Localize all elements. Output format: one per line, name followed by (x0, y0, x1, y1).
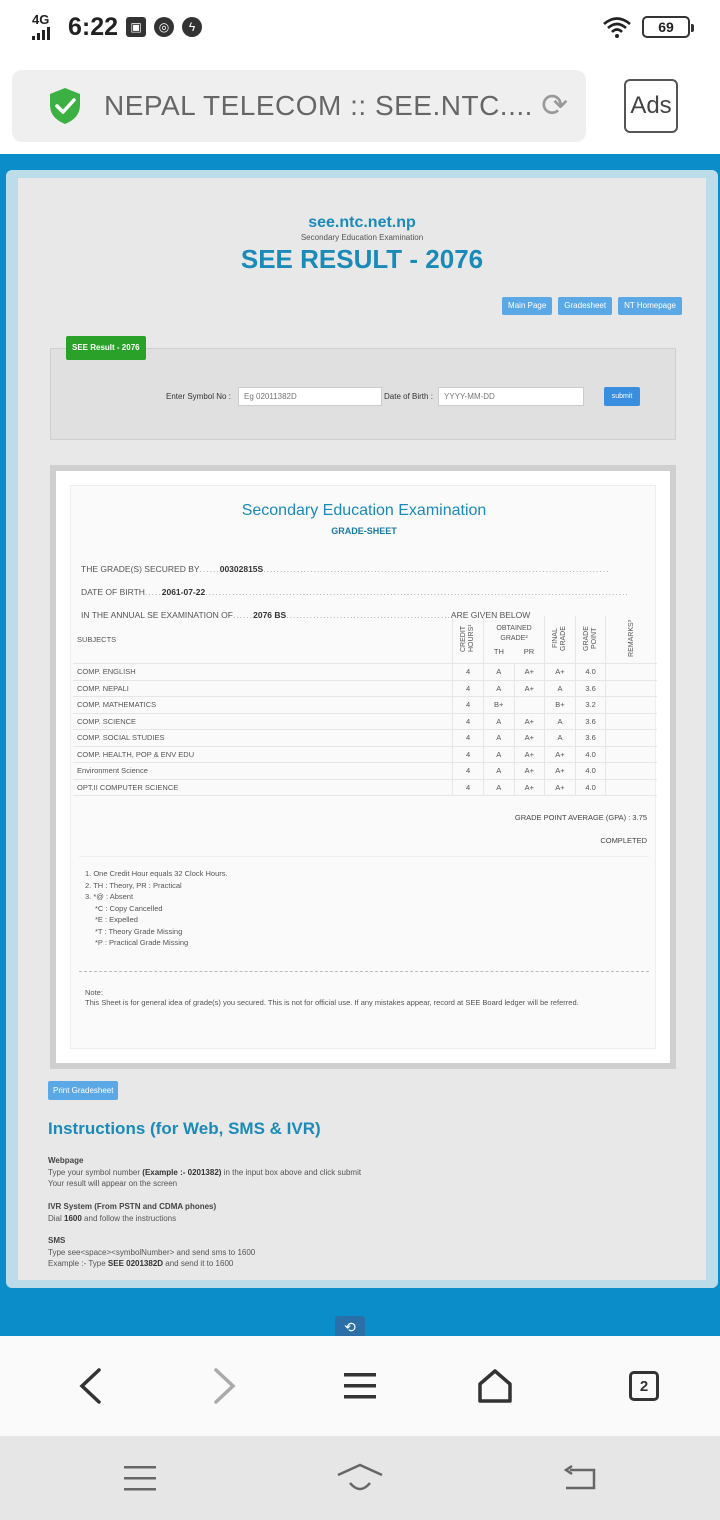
th-cell: A (483, 713, 514, 730)
final-cell: A (545, 730, 576, 747)
back-arrow-icon (77, 1366, 103, 1406)
dob-line-label: DATE OF BIRTH (81, 587, 145, 597)
webpage-heading: Webpage (48, 1156, 84, 1165)
final-grade-header: FINAL GRADE (551, 626, 567, 651)
text: and follow the instructions (84, 1214, 177, 1223)
instructions-title: Instructions (for Web, SMS & IVR) (48, 1119, 321, 1138)
sms-example-code: SEE 0201382D (107, 1259, 164, 1268)
ivr-heading: IVR System (From PSTN and CDMA phones) (48, 1202, 217, 1211)
forward-button[interactable] (185, 1336, 265, 1436)
gp-cell: 3.2 (575, 697, 606, 714)
exam-year: 2076 BS (253, 610, 287, 620)
recent-apps-button[interactable] (100, 1436, 180, 1520)
gp-cell: 3.6 (575, 730, 606, 747)
gp-cell: 4.0 (575, 746, 606, 763)
forward-arrow-icon (212, 1366, 238, 1406)
remarks-cell (606, 664, 657, 681)
credit-cell: 4 (453, 730, 484, 747)
main-page-button[interactable]: Main Page (502, 297, 552, 315)
browser-toolbar (0, 1336, 720, 1436)
credit-cell: 4 (453, 763, 484, 780)
gradesheet-subtitle: GRADE-SHEET (331, 526, 397, 536)
final-cell: B+ (545, 697, 576, 714)
credit-cell: 4 (453, 746, 484, 763)
home-icon (477, 1368, 513, 1404)
gradesheet-button[interactable]: Gradesheet (558, 297, 612, 315)
credit-cell: 4 (453, 664, 484, 681)
footnote: *P : Practical Grade Missing (95, 938, 189, 947)
pr-header: PR (523, 646, 535, 656)
reload-icon[interactable]: ⟳ (541, 87, 568, 123)
subject-cell: COMP. SCIENCE (73, 713, 453, 730)
grades-table-body (73, 664, 657, 796)
subject-cell: COMP. ENGLISH (73, 664, 453, 681)
gradesheet-title: Secondary Education Examination (241, 502, 487, 519)
subject-cell: COMP. SOCIAL STUDIES (73, 730, 453, 747)
network-type: 4G (32, 12, 50, 27)
back-button[interactable] (50, 1336, 130, 1436)
battery-icon (642, 16, 690, 38)
th-cell: A (483, 763, 514, 780)
web-page (0, 154, 720, 1336)
th-cell: A (483, 730, 514, 747)
text: Example :- Type (48, 1259, 106, 1268)
remarks-cell (606, 680, 657, 697)
menu-icon (343, 1370, 377, 1402)
remarks-cell (606, 779, 657, 796)
pr-cell: A+ (514, 664, 545, 681)
gpa-text: GRADE POINT AVERAGE (GPA) : 3.75 (514, 813, 647, 822)
gradesheet-body (70, 485, 656, 1049)
gp-cell: 4.0 (575, 763, 606, 780)
system-back-button[interactable] (540, 1436, 620, 1520)
table-row (73, 763, 657, 780)
subject-cell: COMP. MATHEMATICS (73, 697, 453, 714)
credit-cell: 4 (453, 697, 484, 714)
final-cell: A+ (545, 779, 576, 796)
th-cell: A (483, 664, 514, 681)
scroll-to-top-icon[interactable]: ⟲ (335, 1316, 365, 1338)
footnote: 2. TH : Theory, PR : Practical (85, 880, 182, 890)
sms-example (48, 1259, 233, 1268)
footnote: 1. One Credit Hour equals 32 Clock Hours. (85, 869, 228, 878)
table-row (73, 713, 657, 730)
system-home-button[interactable] (320, 1436, 400, 1520)
gp-cell: 3.6 (575, 713, 606, 730)
footnotes (79, 856, 649, 972)
remarks-cell (606, 713, 657, 730)
recent-apps-icon (123, 1464, 157, 1492)
wifi-icon (602, 16, 632, 38)
gradesheet-paper (56, 471, 670, 1063)
exam-line-label: IN THE ANNUAL SE EXAMINATION OF (81, 610, 233, 620)
messenger-notification-icon: ϟ (182, 17, 202, 37)
remarks-cell (606, 697, 657, 714)
address-bar[interactable] (12, 70, 586, 142)
footnote: *T : Theory Grade Missing (95, 926, 183, 936)
sms-instruction: Type see<space><symbolNumber> and send sms to 1600 (48, 1248, 256, 1257)
system-navigation-bar (0, 1436, 720, 1520)
grade-point-header: GRADE POINT (582, 626, 598, 651)
text: Dial (48, 1214, 62, 1223)
home-button[interactable] (455, 1336, 535, 1436)
final-cell: A+ (545, 763, 576, 780)
pr-cell: A+ (514, 713, 545, 730)
remarks-cell (606, 746, 657, 763)
grades-table (73, 616, 657, 796)
cellular-signal-icon (30, 12, 60, 42)
final-cell: A (545, 713, 576, 730)
secure-shield-icon (48, 87, 82, 125)
obtained-grade-header: OBTAINED GRADE² (496, 624, 532, 642)
remarks-cell (606, 730, 657, 747)
table-row (73, 697, 657, 714)
th-cell: A (483, 680, 514, 697)
text: Type your symbol number (48, 1168, 141, 1177)
note-label: Note: (85, 988, 103, 997)
pr-cell: A+ (514, 680, 545, 697)
dob-input[interactable]: YYYY-MM-DD (438, 387, 584, 406)
footnote: *C : Copy Cancelled (95, 903, 163, 913)
subject-cell: OPT.II COMPUTER SCIENCE (73, 779, 453, 796)
disclaimer-note (85, 988, 625, 1008)
credit-hours-header: CREDIT HOURS¹ (460, 624, 476, 653)
secured-by-label: THE GRADE(S) SECURED BY (81, 564, 200, 574)
content-panel (18, 178, 706, 1280)
gradesheet-frame (50, 465, 676, 1069)
table-row (73, 664, 657, 681)
th-cell: A (483, 779, 514, 796)
gp-cell: 4.0 (575, 779, 606, 796)
store-notification-icon: ▣ (126, 17, 146, 37)
pr-cell: A+ (514, 730, 545, 747)
ivr-number: 1600 (64, 1214, 82, 1223)
credit-cell: 4 (453, 779, 484, 796)
dob-line: DATE OF BIRTH.....2061-07-22.............................................................................................................................. (81, 587, 629, 597)
table-row (73, 779, 657, 796)
credit-cell: 4 (453, 680, 484, 697)
site-name: see.ntc.net.np (308, 214, 416, 231)
subject-cell: COMP. HEALTH, POP & ENV EDU (73, 746, 453, 763)
ivr-instruction (48, 1214, 176, 1223)
table-row (73, 746, 657, 763)
exam-line-suffix: ARE GIVEN BELOW (450, 610, 531, 620)
tab-count-icon: 2 (629, 1371, 659, 1401)
tabs-button[interactable] (604, 1336, 684, 1436)
chrome-notification-icon: ◎ (154, 17, 174, 37)
table-row (73, 680, 657, 697)
see-result-tab[interactable]: SEE Result - 2076 (66, 336, 146, 360)
ads-button[interactable]: Ads (624, 79, 678, 133)
site-subtitle: Secondary Education Examination (300, 233, 424, 242)
result-title: SEE RESULT - 2076 (240, 244, 484, 274)
example-text: (Example :- 0201382) (142, 1168, 222, 1177)
final-cell: A+ (545, 664, 576, 681)
status-bar (0, 0, 720, 56)
date-of-birth: 2061-07-22 (161, 587, 206, 597)
remarks-cell (606, 763, 657, 780)
text: in the input box above and click submit (223, 1168, 362, 1177)
remarks-header: REMARKS³ (627, 620, 635, 657)
dob-label: Date of Birth : (384, 392, 433, 401)
page-container (6, 170, 718, 1288)
th-header: TH (493, 646, 504, 656)
print-gradesheet-button[interactable]: Print Gradesheet (48, 1081, 118, 1100)
subject-cell: Environment Science (73, 763, 453, 780)
pr-cell: A+ (514, 763, 545, 780)
subject-cell: COMP. NEPALI (73, 680, 453, 697)
pr-cell: A+ (514, 779, 545, 796)
gp-cell: 3.6 (575, 680, 606, 697)
system-home-icon (336, 1463, 384, 1493)
th-cell: A (483, 746, 514, 763)
submit-button[interactable]: submit (604, 387, 640, 406)
table-row (73, 730, 657, 747)
note-text: This Sheet is for general idea of grade(s) you secured. This is not for official use. If any mistakes appear, record at SEE Board ledger will be referred. (85, 998, 579, 1007)
nav-buttons (502, 297, 682, 315)
sms-heading: SMS (48, 1236, 66, 1245)
pr-cell: A+ (514, 746, 545, 763)
pr-cell (514, 697, 545, 714)
secured-by-line: THE GRADE(S) SECURED BY......00302815S....................................................................................................... (81, 564, 610, 574)
clock: 6:22 (68, 12, 119, 41)
menu-button[interactable] (320, 1336, 400, 1436)
webpage-instruction (48, 1168, 361, 1177)
footnote: *E : Expelled (95, 915, 138, 924)
page-title: NEPAL TELECOM :: SEE.NTC.... (104, 90, 533, 121)
credit-cell: 4 (453, 713, 484, 730)
gp-cell: 4.0 (575, 664, 606, 681)
footnote: 3. *@ : Absent (85, 892, 134, 901)
nt-homepage-button[interactable]: NT Homepage (618, 297, 682, 315)
system-back-icon (562, 1464, 598, 1492)
symbol-input[interactable]: Eg 02011382D (238, 387, 382, 406)
th-cell: B+ (483, 697, 514, 714)
webpage-instruction: Your result will appear on the screen (48, 1179, 178, 1188)
final-cell: A (545, 680, 576, 697)
final-cell: A+ (545, 746, 576, 763)
symbol-number: 00302815S (219, 564, 264, 574)
exam-line: IN THE ANNUAL SE EXAMINATION OF......2076 BS.................................................ARE GIVEN BELOW (81, 610, 531, 620)
subjects-header: SUBJECTS (73, 616, 453, 664)
symbol-label: Enter Symbol No : (166, 392, 231, 401)
text: and send it to 1600 (165, 1259, 234, 1268)
battery-level: 69 (658, 19, 674, 35)
result-status: COMPLETED (600, 836, 647, 845)
